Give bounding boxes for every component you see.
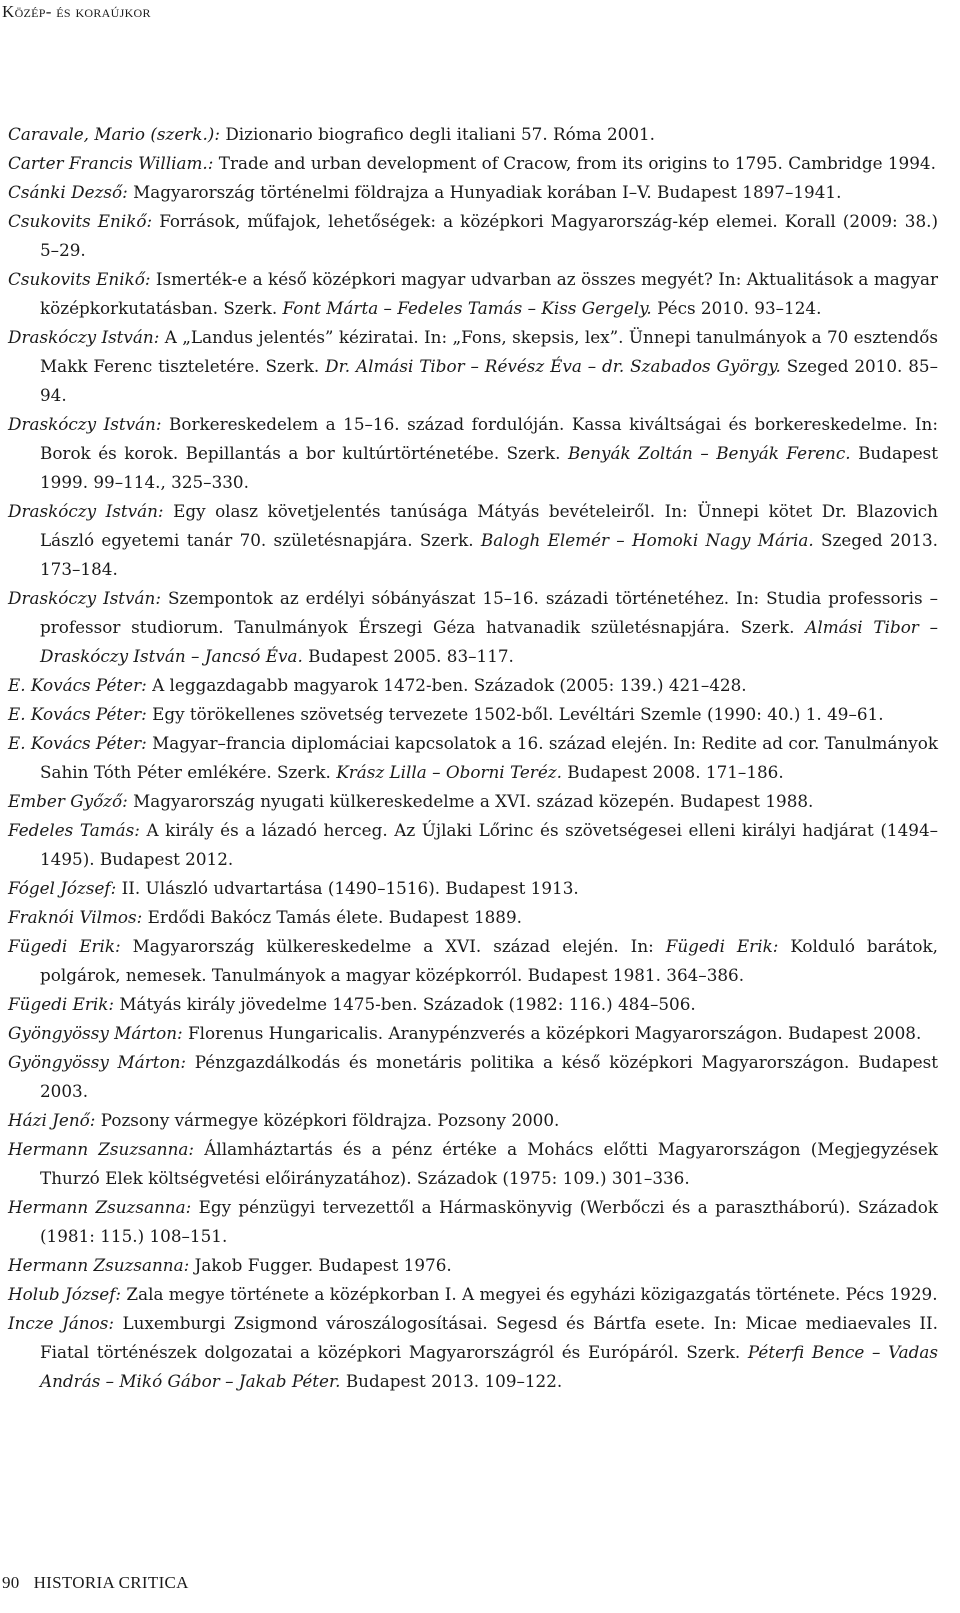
bib-entry [8,265,938,323]
bib-text-segment: Luxemburgi Zsigmond városzálogosításai. Segesd és Bártfa esete. In: Micae mediaevales II. Fiatal történészek dolgozatai a középkori Magyarországról és Európáról. Szerk. [40,1313,938,1362]
bib-italic-segment: Balogh Elemér – Homoki Nagy Mária. [480,530,814,550]
bib-italic-segment: Fügedi Erik: [665,936,779,956]
bib-italic-segment: Almási Tibor – Draskóczy István – Jancsó Éva. [40,617,938,666]
bib-text-segment: Magyarország nyugati külkereskedelme a XVI. század közepén. Budapest 1988. [127,791,814,811]
bib-text-segment: Jakob Fugger. Budapest 1976. [189,1255,452,1275]
bib-italic-segment: Draskóczy István: [8,414,162,434]
bib-entry [8,1251,938,1280]
bib-entry [8,1280,938,1309]
bib-italic-segment: Carter Francis William.: [8,153,214,173]
bib-entry [8,149,938,178]
bib-text-segment: Pozsony vármegye középkori földrajza. Pozsony 2000. [95,1110,560,1130]
bib-entry [8,1048,938,1106]
bib-entry [8,816,938,874]
bib-italic-segment: Hermann Zsuzsanna: [8,1255,190,1275]
bib-text-segment: Erdődi Bakócz Tamás élete. Budapest 1889. [142,907,522,927]
bib-text-segment: Magyarország történelmi földrajza a Hunyadiak korában I–V. Budapest 1897–1941. [127,182,842,202]
bib-entry [8,410,938,497]
bib-italic-segment: Fedeles Tamás: [8,820,140,840]
bib-entry [8,178,938,207]
bib-entry [8,874,938,903]
bib-text-segment: Szempontok az erdélyi sóbányászat 15–16. századi történetéhez. In: Studia professoris – professor studiorum. Tanulmányok Érszegi Géza hatvanadik születésnapjára. Szerk. [40,588,938,637]
bib-italic-segment: Fügedi Erik: [8,994,115,1014]
bib-italic-segment: Fógel József: [8,878,117,898]
bib-entry [8,497,938,584]
bib-entry [8,700,938,729]
page-number: 90 [2,1573,20,1592]
bib-italic-segment: Font Márta – Fedeles Tamás – Kiss Gergely. [282,298,652,318]
bib-italic-segment: Draskóczy István: [8,501,164,521]
bib-italic-segment: E. Kovács Péter: [8,704,147,724]
bib-italic-segment: Hermann Zsuzsanna: [8,1197,192,1217]
bib-entry [8,903,938,932]
bib-text-segment: Borkereskedelem a 15–16. század fordulóján. Kassa kiváltságai és borkereskedelme. In: Borok és korok. Bepillantás a bor kultúrtörténetébe. Szerk. [40,414,938,463]
bib-text-segment: Dizionario biografico degli italiani 57. Róma 2001. [220,124,656,144]
bib-entry [8,120,938,149]
bib-italic-segment: Hermann Zsuzsanna: [8,1139,195,1159]
bib-italic-segment: Incze János: [8,1313,114,1333]
bib-text-segment: Egy törökellenes szövetség tervezete 1502-ből. Levéltári Szemle (1990: 40.) 1. 49–61. [146,704,884,724]
bib-italic-segment: Draskóczy István: [8,327,160,347]
bib-text-segment: Kolduló barátok, polgárok, nemesek. Tanulmányok a magyar középkorról. Budapest 1981. 364–386. [40,936,939,985]
bib-text-segment: A „Landus jelentés” kéziratai. In: „Fons, skepsis, lex”. Ünnepi tanulmányok a 70 esztendős Makk Ferenc tiszteletére. Szerk. [40,327,939,376]
bib-text-segment: A király és a lázadó herceg. Az Újlaki Lőrinc és szövetségesei elleni királyi hadjárat (1494–1495). Budapest 2012. [40,820,939,869]
bib-entry [8,671,938,700]
page-footer [2,1573,189,1593]
running-head [2,2,151,22]
bib-italic-segment: Házi Jenő: [8,1110,96,1130]
bib-text-segment: Budapest 2005. 83–117. [302,646,514,666]
bib-italic-segment: E. Kovács Péter: [8,675,147,695]
bib-italic-segment: Fraknói Vilmos: [8,907,143,927]
bib-entry [8,1193,938,1251]
bib-text-segment: Magyar–francia diplomáciai kapcsolatok a 16. század elején. In: Redite ad cor. Tanulmányok Sahin Tóth Péter emlékére. Szerk. [40,733,939,782]
bib-entry [8,584,938,671]
bib-italic-segment: Péterfi Bence – Vadas András – Mikó Gábor – Jakab Péter. [40,1342,939,1391]
bib-text-segment: II. Ulászló udvartartása (1490–1516). Budapest 1913. [116,878,579,898]
bib-entry [8,207,938,265]
bib-italic-segment: Csukovits Enikő: [8,211,153,231]
bib-text-segment: A leggazdagabb magyarok 1472-ben. Századok (2005: 139.) 421–428. [146,675,747,695]
bib-text-segment: Zala megye története a középkorban I. A megyei és egyházi közigazgatás története. Pécs 1929. [121,1284,938,1304]
bib-italic-segment: Csukovits Enikő: [8,269,151,289]
bib-entry [8,1106,938,1135]
bib-italic-segment: Fügedi Erik: [8,936,121,956]
bib-italic-segment: Draskóczy István: [8,588,161,608]
bib-italic-segment: Gyöngyössy Márton: [8,1052,187,1072]
bib-text-segment: Mátyás király jövedelme 1475-ben. Századok (1982: 116.) 484–506. [114,994,696,1014]
bib-text-segment: Ismerték-e a késő középkori magyar udvarban az összes megyét? In: Aktualitások a magyar középkorkutatásban. Szerk. [40,269,939,318]
bib-text-segment: Források, műfajok, lehetőségek: a középkori Magyarország-kép elemei. Korall (2009: 38.) 5–29. [40,211,938,260]
bib-entry [8,323,938,410]
bib-entry [8,1019,938,1048]
bib-text-segment: Egy olasz követjelentés tanúsága Mátyás bevételeiről. In: Ünnepi kötet Dr. Blazovich László egyetemi tanár 70. születésnapjára. Szerk. [40,501,938,550]
journal-title: HISTORIA CRITICA [33,1573,189,1592]
bib-text-segment: Pénzgazdálkodás és monetáris politika a késő középkori Magyarországon. Budapest 2003. [40,1052,938,1101]
bib-text-segment: Trade and urban development of Cracow, from its origins to 1795. Cambridge 1994. [213,153,936,173]
bib-italic-segment: Dr. Almási Tibor – Révész Éva – dr. Szabados György. [325,356,781,376]
bib-entry [8,787,938,816]
bib-italic-segment: Gyöngyössy Márton: [8,1023,183,1043]
bib-text-segment: Budapest 2008. 171–186. [561,762,784,782]
bib-italic-segment: Caravale, Mario (szerk.): [8,124,220,144]
bib-text-segment: Szeged 2013. 173–184. [40,530,939,579]
running-head-text: Közép- és koraújkor [2,2,151,21]
bibliography-list [8,120,938,1396]
bib-entry [8,1309,938,1396]
bib-entry [8,990,938,1019]
bib-entry [8,932,938,990]
bib-text-segment: Florenus Hungaricalis. Aranypénzverés a középkori Magyarországon. Budapest 2008. [182,1023,922,1043]
bib-italic-segment: Krász Lilla – Oborni Teréz. [336,762,562,782]
bib-text-segment: Budapest 2013. 109–122. [340,1371,563,1391]
bib-text-segment: Szeged 2010. 85–94. [40,356,938,405]
bib-text-segment: Budapest 1999. 99–114., 325–330. [40,443,938,492]
bib-italic-segment: E. Kovács Péter: [8,733,147,753]
bib-italic-segment: Holub József: [8,1284,122,1304]
bib-text-segment: Magyarország külkereskedelme a XVI. század elején. In: [120,936,666,956]
bib-text-segment: Államháztartás és a pénz értéke a Mohács előtti Magyarországon (Megjegyzések Thurzó Elek költségvetési előirányzatához). Századok (1975: 109.) 301–336. [40,1139,938,1188]
bib-text-segment: Egy pénzügyi tervezettől a Hármaskönyvig (Werbőczi és a parasztháború). Századok (1981: 115.) 108–151. [40,1197,938,1246]
bib-text-segment: Pécs 2010. 93–124. [651,298,822,318]
bib-italic-segment: Benyák Zoltán – Benyák Ferenc. [567,443,851,463]
bib-entry [8,729,938,787]
bib-italic-segment: Ember Győző: [8,791,128,811]
bib-entry [8,1135,938,1193]
bib-italic-segment: Csánki Dezső: [8,182,128,202]
